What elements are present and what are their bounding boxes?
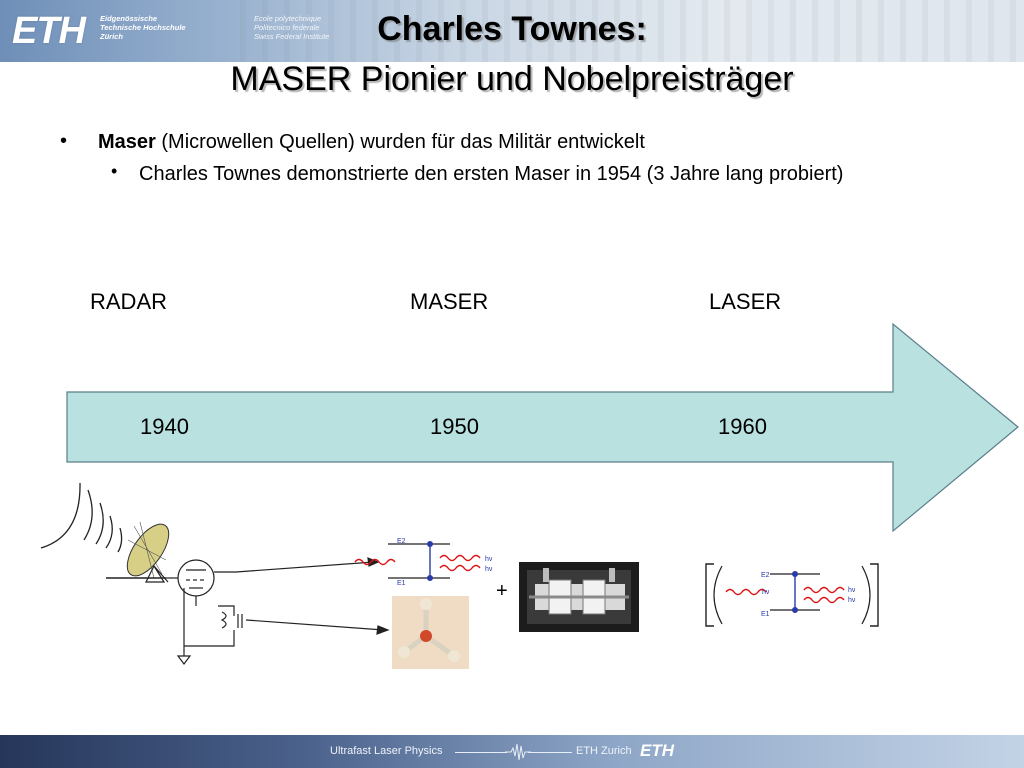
bullet-item-2: Charles Townes demonstrierte den ersten Maser in 1954 (3 Jahre lang probiert)	[139, 163, 844, 185]
photon-label: hν	[485, 566, 493, 573]
photon-label: hν	[848, 597, 856, 604]
footer-divider	[455, 752, 507, 753]
laser-cavity-diagram	[700, 560, 886, 630]
vacuum-tube-icon	[166, 560, 236, 606]
radar-dish-icon	[106, 517, 177, 582]
plus-sign: +	[496, 580, 508, 602]
resonant-circuit-icon	[178, 588, 242, 664]
bullet-marker: •	[60, 130, 68, 152]
maser-energy-diagram	[350, 536, 510, 588]
level-e2-label: E2	[397, 538, 406, 545]
sub-bullet-marker: •	[111, 161, 118, 181]
slide-title: Charles Townes:	[377, 10, 647, 48]
timeline-year-1960: 1960	[718, 414, 767, 439]
photon-label: hν	[848, 587, 856, 594]
level-e1-label: E1	[761, 611, 770, 618]
timeline-year-1950: 1950	[430, 414, 479, 439]
footer-eth-logo: ETH	[640, 741, 674, 760]
timeline-label-laser: LASER	[709, 289, 782, 314]
eth-logo-text: Eidgenössische Technische Hochschule Zürich	[100, 14, 186, 41]
slide-subtitle: MASER Pionier und Nobelpreisträger	[230, 60, 794, 98]
level-e2-label: E2	[761, 572, 770, 579]
bullet-text: (Microwellen Quellen) wurden für das Militär entwickelt	[155, 131, 645, 153]
radar-circuit-illustration	[36, 478, 396, 678]
bullet-bold-term: Maser	[98, 131, 156, 153]
bullet-item-1	[98, 128, 645, 156]
maser-apparatus-photo	[519, 562, 639, 632]
level-e1-label: E1	[397, 580, 406, 587]
ammonia-molecule-photo	[392, 596, 469, 669]
photon-label: hν	[762, 589, 770, 596]
timeline-year-1940: 1940	[140, 414, 189, 439]
eth-logo-text-fr: Ecole polytechnique Politecnico federale Swiss Federal Institute	[254, 14, 330, 41]
photon-label: hν	[485, 556, 493, 563]
timeline-label-radar: RADAR	[90, 289, 168, 314]
footer-right-text: ETH Zurich	[576, 745, 632, 757]
footer-left-text: Ultrafast Laser Physics	[330, 745, 443, 757]
eth-logo: ETH	[12, 10, 85, 52]
timeline-label-maser: MASER	[410, 289, 489, 314]
radio-waves-icon	[41, 483, 122, 552]
footer-divider	[528, 752, 572, 753]
